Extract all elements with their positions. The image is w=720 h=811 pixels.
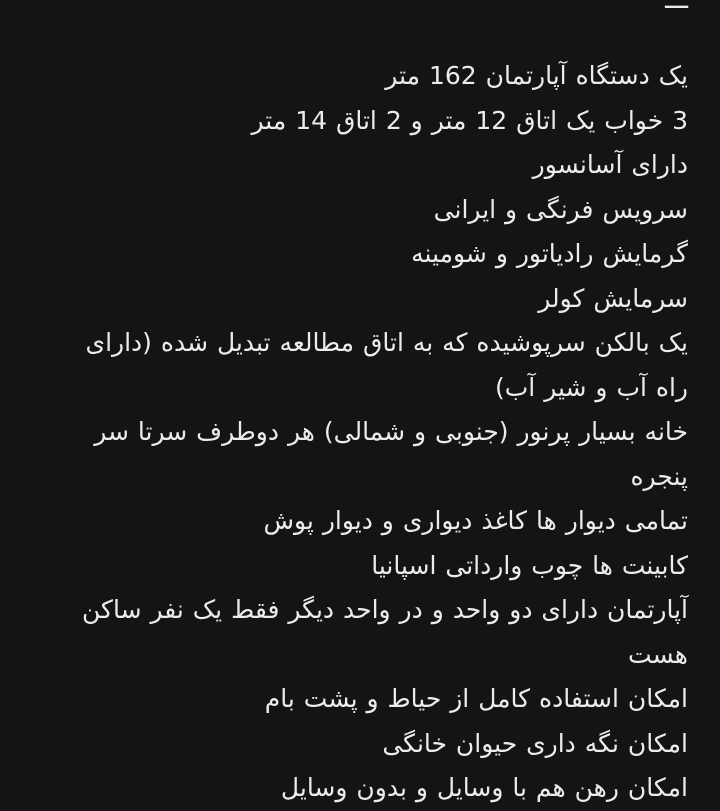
listing-line-light: خانه بسیار پرنور (جنوبی و شمالی) هر دوطرف سرتا سر پنجره [94, 417, 688, 491]
listing-line-bathrooms: سرویس فرنگی و ایرانی [433, 194, 688, 224]
listing-line-apartment-size: یک دستگاه آپارتمان 162 متر [385, 61, 688, 90]
listing-line-bedrooms: 3 خواب یک اتاق 12 متر و 2 اتاق 14 متر [251, 105, 688, 135]
cut-off-heading-text: ـــ [665, 0, 688, 15]
listing-line-deposit: امکان رهن هم با وسایل و بدون وسایل [280, 773, 688, 802]
listing-line-cooling: سرمایش کولر [538, 283, 688, 313]
listing-line-units: آپارتمان دارای دو واحد و در واحد دیگر فقط یک نفر ساکن هست [82, 595, 688, 669]
listing-line-cabinets: کابینت ها چوب وارداتی اسپانیا [371, 550, 688, 580]
listing-line-elevator: دارای آسانسور [532, 150, 688, 179]
listing-line-heating: گرمایش رادیاتور و شومینه [411, 239, 688, 268]
listing-line-balcony: یک بالکن سرپوشیده که به اتاق مطالعه تبدیل شده (دارای راه آب و شیر آب) [85, 328, 688, 402]
cut-off-heading [55, 0, 688, 54]
listing-line-yard-roof: امکان استفاده کامل از حیاط و پشت بام [264, 684, 688, 713]
listing-line-pets: امکان نگه داری حیوان خانگی [382, 728, 688, 758]
listing-line-walls: تمامی دیوار ها کاغذ دیواری و دیوار پوش [263, 506, 688, 535]
